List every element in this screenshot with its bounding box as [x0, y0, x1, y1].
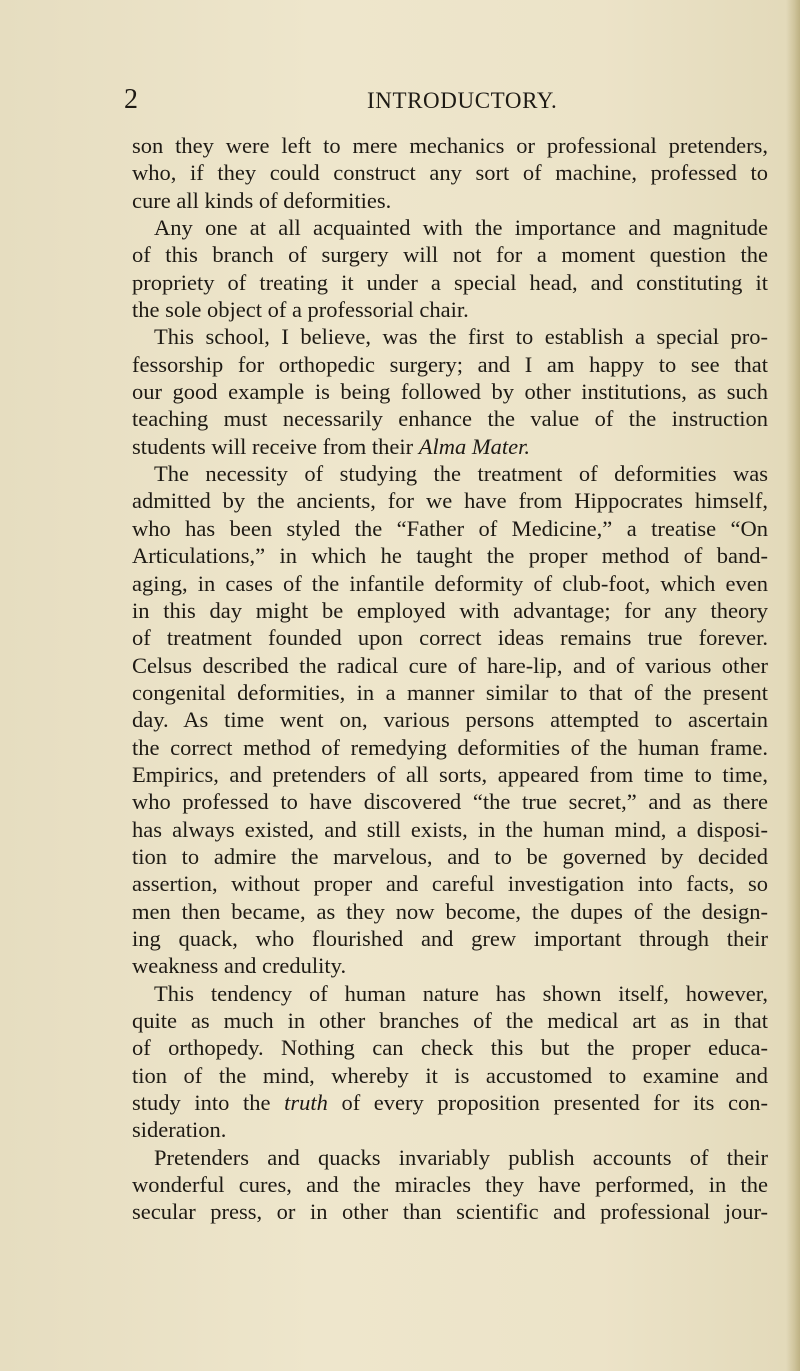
text-line-content: our good example is being followed by other institutions, as such	[132, 379, 768, 405]
running-head: INTRODUCTORY.	[367, 88, 558, 113]
text-line	[132, 1144, 768, 1171]
text-line	[132, 269, 768, 296]
text-line-content: aging, in cases of the infantile deformity of club-foot, which even	[132, 570, 768, 596]
italic-phrase: truth	[284, 1090, 328, 1116]
text-line-content: son they were left to mere mechanics or professional pretenders,	[132, 133, 768, 158]
text-line-content: congenital deformities, in a manner similar to that of the present	[132, 679, 768, 705]
text-line-content: of orthopedy. Nothing can check this but the proper educa-	[132, 1035, 768, 1061]
text-line	[132, 1089, 768, 1116]
text-line-content: who has been styled the “Father of Medicine,” a treatise “On	[132, 515, 768, 541]
text-line-content: wonderful cures, and the miracles they have performed, in the	[132, 1172, 768, 1198]
text-line	[132, 652, 768, 679]
page-edge-shadow	[786, 0, 800, 1371]
text-line	[132, 761, 768, 788]
text-line	[132, 1198, 768, 1225]
text-line	[132, 159, 768, 186]
text-line	[132, 296, 768, 323]
text-line-content: sideration.	[132, 1117, 227, 1143]
text-line	[132, 323, 768, 350]
text-line-content: Articulations,” in which he taught the proper method of band-	[132, 543, 768, 569]
text-line-content: assertion, without proper and careful investigation into facts, so	[132, 871, 768, 897]
text-line	[132, 898, 768, 925]
italic-phrase: Alma Mater.	[418, 433, 531, 459]
text-line-content: Empirics, and pretenders of all sorts, appeared from time to time,	[132, 761, 768, 787]
text-line-content: The necessity of studying the treatment of deformities was	[154, 461, 768, 487]
text-line-content: in this day might be employed with advantage; for any theory	[132, 597, 768, 623]
text-line-content: men then became, as they now become, the dupes of the design-	[132, 898, 768, 924]
text-line	[132, 870, 768, 897]
text-line-content: tion to admire the marvelous, and to be governed by decided	[132, 843, 768, 869]
text-line	[132, 788, 768, 815]
text-line	[132, 925, 768, 952]
text-line	[132, 1007, 768, 1034]
text-line	[132, 351, 768, 378]
text-line	[132, 214, 768, 241]
text-line	[132, 816, 768, 843]
text-line	[132, 980, 768, 1007]
text-line-content: This school, I believe, was the first to establish a special pro-	[154, 324, 768, 350]
text-line	[132, 624, 768, 651]
text-line-content: day. As time went on, various persons attempted to ascertain	[132, 707, 768, 733]
text-line	[132, 952, 768, 979]
text-line-content: Any one at all acquainted with the importance and magnitude	[154, 215, 768, 241]
text-line	[132, 1116, 768, 1143]
text-line	[132, 433, 768, 460]
text-line-content: study into the	[132, 1090, 285, 1116]
text-line	[132, 706, 768, 733]
text-line	[132, 405, 768, 432]
text-line	[132, 1062, 768, 1089]
page-number: 2	[124, 84, 138, 115]
text-line-content: weakness and credulity.	[132, 953, 347, 979]
text-line	[132, 597, 768, 624]
text-line-content: Pretenders and quacks invariably publish accounts of their	[154, 1144, 768, 1170]
text-line	[132, 843, 768, 870]
text-line-content: propriety of treating it under a special head, and constituting it	[132, 269, 768, 295]
text-line-content: of treatment founded upon correct ideas remains true forever.	[132, 625, 768, 651]
text-line	[132, 132, 768, 159]
text-line-content: This tendency of human nature has shown itself, however,	[154, 980, 768, 1006]
text-line-content: who, if they could construct any sort of machine, professed to	[132, 160, 768, 186]
text-line-content: students will receive from their	[132, 433, 419, 459]
text-line-content: Celsus described the radical cure of hare-lip, and of various other	[132, 652, 768, 678]
body-text	[132, 132, 768, 1226]
text-line-content: has always existed, and still exists, in the human mind, a disposi-	[132, 816, 768, 842]
text-line	[132, 679, 768, 706]
text-line	[132, 734, 768, 761]
text-line	[132, 1171, 768, 1198]
text-line	[132, 570, 768, 597]
text-line	[132, 378, 768, 405]
text-line-content: the correct method of remedying deformities of the human frame.	[132, 734, 768, 760]
text-line	[132, 460, 768, 487]
text-line-content: fessorship for orthopedic surgery; and I am happy to see that	[132, 351, 768, 377]
text-line	[132, 241, 768, 268]
text-line-continuation: of every proposition presented for its con-	[327, 1090, 768, 1116]
text-line-content: the sole object of a professorial chair.	[132, 297, 469, 323]
text-line-content: who professed to have discovered “the true secret,” and as there	[132, 789, 768, 815]
text-line-content: secular press, or in other than scientific and professional jour-	[132, 1199, 768, 1225]
text-line-content: tion of the mind, whereby it is accustomed to examine and	[132, 1062, 768, 1088]
text-line	[132, 187, 768, 214]
text-line-content: cure all kinds of deformities.	[132, 187, 392, 213]
text-line-content: of this branch of surgery will not for a moment question the	[132, 242, 768, 268]
text-line-content: ing quack, who flourished and grew important through their	[132, 925, 768, 951]
page-header	[0, 84, 800, 124]
text-line-content: teaching must necessarily enhance the value of the instruction	[132, 406, 768, 432]
text-line	[132, 1034, 768, 1061]
text-line	[132, 515, 768, 542]
text-line-content: quite as much in other branches of the medical art as in that	[132, 1008, 768, 1033]
text-line	[132, 542, 768, 569]
text-line	[132, 487, 768, 514]
text-line-content: admitted by the ancients, for we have from Hippocrates himself,	[132, 488, 768, 514]
